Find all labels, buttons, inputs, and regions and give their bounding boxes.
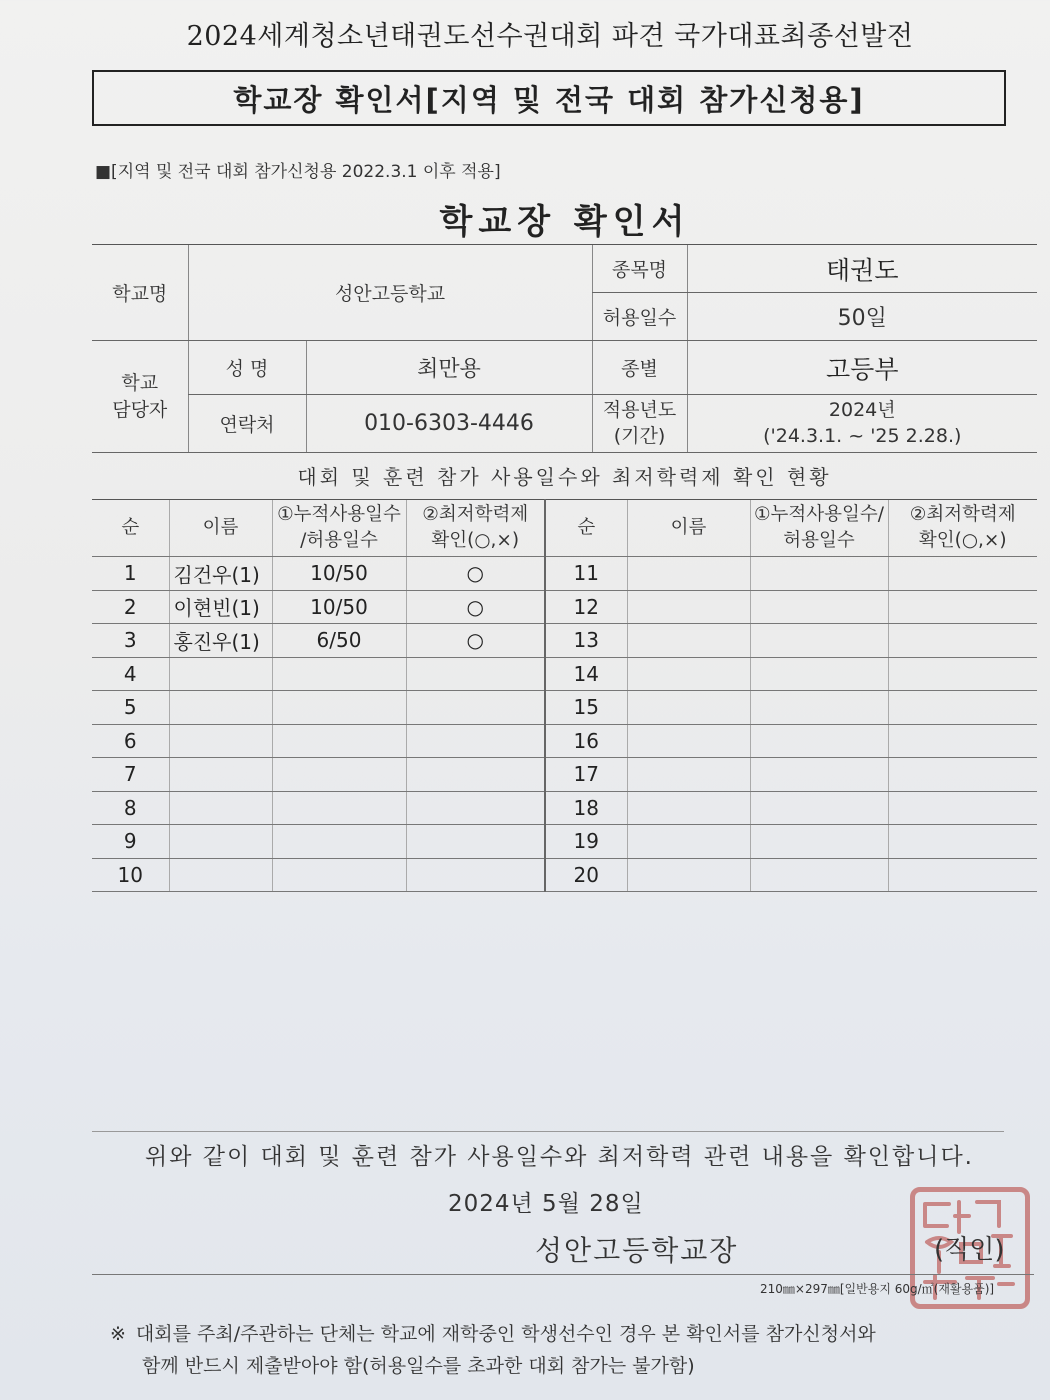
- footer-divider: [92, 1131, 1004, 1132]
- applicable-year-label: [592, 395, 687, 453]
- row-no-left: 10: [92, 858, 169, 892]
- sport-label: 종목명: [592, 245, 687, 293]
- row-days-left: 10/50: [272, 557, 406, 591]
- row-name-left: [169, 791, 272, 825]
- school-info-table: [92, 244, 1037, 453]
- row-name-right: [627, 590, 750, 624]
- row-check-left: [406, 691, 545, 725]
- usage-row: [92, 557, 1037, 591]
- header-name-left: 이름: [169, 500, 272, 557]
- confirmation-statement: 위와 같이 대회 및 훈련 참가 사용일수와 최저학력 관련 내용을 확인합니다.: [145, 1144, 974, 1170]
- usage-row: [92, 825, 1037, 859]
- row-check-left: ○: [406, 624, 545, 658]
- row-days-left: [272, 858, 406, 892]
- seal-label: (직인): [934, 1235, 1005, 1265]
- header-check-right-line2: 확인(○,×): [918, 530, 1007, 551]
- principal-name: 성안고등학교장: [535, 1234, 739, 1267]
- document-title: 학교장 확인서[지역 및 전국 대회 참가신청용]: [233, 82, 865, 117]
- row-name-left: 이현빈(1): [169, 590, 272, 624]
- usage-row: [92, 624, 1037, 658]
- contact-phone-label: 연락처: [188, 395, 306, 453]
- row-name-left: [169, 758, 272, 792]
- row-name-right: [627, 657, 750, 691]
- row-check-right: [888, 825, 1037, 859]
- certificate-title: 학교장 확인서: [439, 202, 691, 242]
- header-days-right-line1: ①누적사용일수/: [753, 504, 885, 526]
- usage-row: [92, 590, 1037, 624]
- applicable-year-label-line1: 적용년도: [602, 398, 677, 421]
- row-name-left: [169, 724, 272, 758]
- row-no-left: 6: [92, 724, 169, 758]
- header-check-left-line1: ②최저학력제: [422, 504, 529, 526]
- row-days-left: [272, 691, 406, 725]
- row-name-right: [627, 557, 750, 591]
- row-check-right: [888, 590, 1037, 624]
- row-no-left: 1: [92, 557, 169, 591]
- header-days-left: [272, 500, 406, 557]
- row-name-left: [169, 691, 272, 725]
- header-days-right: [750, 500, 888, 557]
- row-name-left: [169, 825, 272, 859]
- row-days-right: [750, 825, 888, 859]
- row-no-right: 20: [545, 858, 627, 892]
- usage-section-title: 대회 및 훈련 참가 사용일수와 최저학력제 확인 현황: [297, 465, 832, 489]
- row-name-right: [627, 758, 750, 792]
- row-no-left: 4: [92, 657, 169, 691]
- row-name-right: [627, 624, 750, 658]
- row-days-right: [750, 758, 888, 792]
- applicable-year-value-line2: ('24.3.1. ~ '25 2.28.): [763, 424, 962, 447]
- header-check-left-line2: 확인(○,×): [431, 530, 520, 551]
- usage-row: [92, 858, 1037, 892]
- row-days-right: [750, 590, 888, 624]
- header-days-left-line1: ①누적사용일수: [277, 504, 401, 526]
- row-check-right: [888, 758, 1037, 792]
- header-days-right-line2: 허용일수: [783, 530, 855, 551]
- row-days-right: [750, 724, 888, 758]
- row-days-left: [272, 825, 406, 859]
- row-check-left: ○: [406, 590, 545, 624]
- header-no-right: 순: [545, 500, 627, 557]
- row-check-right: [888, 557, 1037, 591]
- usage-row: [92, 791, 1037, 825]
- row-check-right: [888, 858, 1037, 892]
- row-no-left: 3: [92, 624, 169, 658]
- applicable-year-value-line1: 2024년: [828, 398, 896, 421]
- row-check-left: ○: [406, 557, 545, 591]
- row-days-left: [272, 724, 406, 758]
- allowed-days-label: 허용일수: [592, 293, 687, 341]
- division-value: 고등부: [687, 341, 1037, 395]
- usage-table: [92, 499, 1037, 892]
- row-days-right: [750, 657, 888, 691]
- header-name-right: 이름: [627, 500, 750, 557]
- row-days-right: [750, 691, 888, 725]
- row-no-right: 15: [545, 691, 627, 725]
- row-days-left: [272, 657, 406, 691]
- row-name-right: [627, 691, 750, 725]
- applicability-note: ■[지역 및 전국 대회 참가신청용 2022.3.1 이후 적용]: [95, 162, 501, 182]
- row-check-right: [888, 624, 1037, 658]
- usage-row: [92, 691, 1037, 725]
- row-days-left: [272, 791, 406, 825]
- row-check-left: [406, 791, 545, 825]
- row-days-left: [272, 758, 406, 792]
- row-check-left: [406, 724, 545, 758]
- paper-spec: 210㎜×297㎜[일반용지 60g/㎡(재활용품)]: [760, 1282, 995, 1296]
- row-no-left: 2: [92, 590, 169, 624]
- row-check-right: [888, 724, 1037, 758]
- header-check-left: [406, 500, 545, 557]
- row-name-left: 홍진우(1): [169, 624, 272, 658]
- sport-value: 태권도: [687, 245, 1037, 293]
- row-days-right: [750, 624, 888, 658]
- row-days-right: [750, 858, 888, 892]
- row-no-right: 12: [545, 590, 627, 624]
- row-no-right: 16: [545, 724, 627, 758]
- row-days-left: 6/50: [272, 624, 406, 658]
- signature-divider: [92, 1274, 1034, 1275]
- row-name-right: [627, 724, 750, 758]
- row-no-right: 18: [545, 791, 627, 825]
- row-days-right: [750, 791, 888, 825]
- applicable-year-value: [687, 395, 1037, 453]
- row-name-left: [169, 657, 272, 691]
- row-no-right: 13: [545, 624, 627, 658]
- header-check-right-line1: ②최저학력제: [909, 504, 1016, 526]
- row-no-right: 14: [545, 657, 627, 691]
- row-check-left: [406, 825, 545, 859]
- header-days-left-line2: /허용일수: [300, 530, 378, 551]
- row-no-right: 19: [545, 825, 627, 859]
- row-check-left: [406, 657, 545, 691]
- usage-header-row: [92, 500, 1037, 557]
- row-days-right: [750, 557, 888, 591]
- document-title-box: [92, 70, 1006, 126]
- division-label: 종별: [592, 341, 687, 395]
- row-check-right: [888, 791, 1037, 825]
- contact-name-value: 최만용: [306, 341, 592, 395]
- row-no-left: 7: [92, 758, 169, 792]
- row-name-left: [169, 858, 272, 892]
- issue-date: 2024년 5월 28일: [448, 1191, 644, 1217]
- usage-row: [92, 758, 1037, 792]
- row-days-left: 10/50: [272, 590, 406, 624]
- row-no-right: 11: [545, 557, 627, 591]
- row-check-right: [888, 691, 1037, 725]
- row-name-left: 김건우(1): [169, 557, 272, 591]
- row-no-left: 5: [92, 691, 169, 725]
- usage-row: [92, 657, 1037, 691]
- row-name-right: [627, 825, 750, 859]
- contact-name-label: 성 명: [188, 341, 306, 395]
- event-title: 2024세계청소년태권도선수권대회 파견 국가대표최종선발전: [186, 21, 914, 52]
- usage-row: [92, 724, 1037, 758]
- row-check-right: [888, 657, 1037, 691]
- header-check-right: [888, 500, 1037, 557]
- school-contact-label: 학교 담당자: [92, 341, 188, 453]
- row-name-right: [627, 858, 750, 892]
- footnote: [110, 1318, 1010, 1382]
- row-name-right: [627, 791, 750, 825]
- allowed-days-value: 50일: [687, 293, 1037, 341]
- row-no-left: 9: [92, 825, 169, 859]
- school-name-value: 성안고등학교: [188, 245, 592, 341]
- row-no-right: 17: [545, 758, 627, 792]
- applicable-year-label-line2: (기간): [613, 424, 666, 447]
- row-check-left: [406, 758, 545, 792]
- contact-phone-value: 010-6303-4446: [306, 395, 592, 453]
- footnote-line-2: 함께 반드시 제출받아야 함(허용일수를 초과한 대회 참가는 불가함): [142, 1355, 695, 1377]
- row-no-left: 8: [92, 791, 169, 825]
- footnote-line-1: 대회를 주최/주관하는 단체는 학교에 재학중인 학생선수인 경우 본 확인서를 참가신청서와: [135, 1323, 876, 1345]
- row-check-left: [406, 858, 545, 892]
- footnote-mark: ※: [110, 1323, 126, 1345]
- header-no-left: 순: [92, 500, 169, 557]
- school-name-label: 학교명: [92, 245, 188, 341]
